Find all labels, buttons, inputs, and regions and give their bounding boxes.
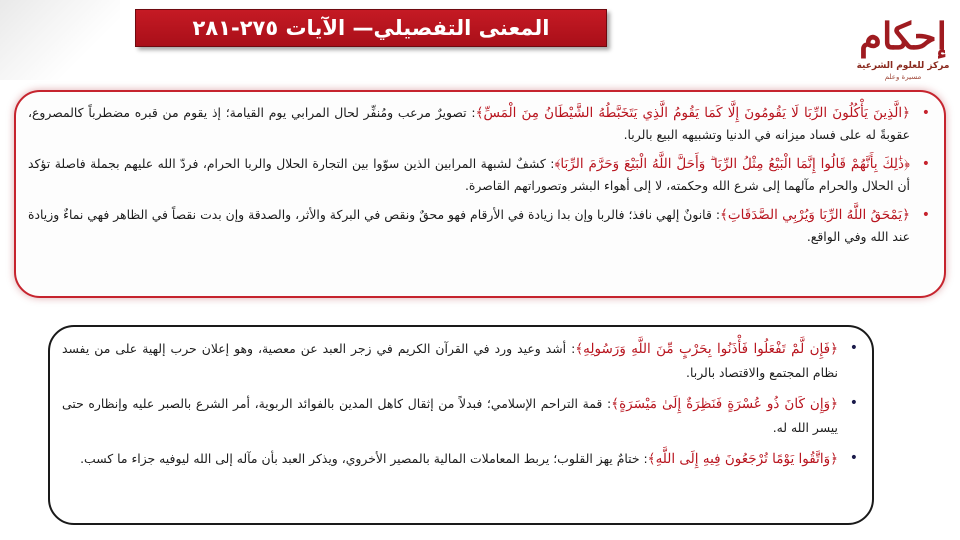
verse-explanation: : أشد وعيد ورد في القرآن الكريم في زجر العبد عن معصية، وهو إعلان حرب إلهية على من يفسد نظام المجتمع والاقتصاد بالربا. [62, 341, 838, 380]
verse-explanation: : قانونٌ إلهي نافذ؛ فالربا وإن بدا زيادة في الأرقام فهو محقٌ ونقص في البركة والأثر، والصدقة وإن بدت نقصاً في الظاهر فهي نماءٌ وزيادة عند الله وفي الواقع. [28, 207, 910, 244]
verse-explanation: : قمة التراحم الإسلامي؛ فبدلاً من إثقال كاهل المدين بالفوائد الربوية، أمر الشرع بالصبر عليه وإنظاره حتى ييسر الله له. [62, 396, 838, 435]
bullet-icon: • [921, 156, 930, 172]
verse-explanation: : ختامٌ يهز القلوب؛ يربط المعاملات المالية بالمصير الأخروي، ويذكر العبد بأن مآله إلى الله ليوفيه جزاء ما كسب. [80, 451, 648, 466]
page-title: المعنى التفصيلي— الآيات ٢٧٥-٢٨١ [135, 9, 607, 47]
logo-subtitle: مركز للعلوم الشرعية [856, 61, 950, 71]
verse-item [62, 447, 858, 471]
verse-list-two [62, 337, 858, 471]
tafsir-box-two [48, 325, 874, 525]
logo-tagline: مسيرة وعلم [884, 73, 922, 81]
quran-verse: ﴿الَّذِينَ يَأْكُلُونَ الرِّبَا لَا يَقُومُونَ إِلَّا كَمَا يَقُومُ الَّذِي يَتَخَبَّطُهُ الشَّيْطَانُ مِنَ الْمَسِّ﴾ [475, 105, 911, 121]
bullet-icon: • [921, 105, 930, 121]
bullet-icon: • [849, 395, 858, 411]
quran-verse: ﴿ذَٰلِكَ بِأَنَّهُمْ قَالُوا إِنَّمَا الْبَيْعُ مِثْلُ الرِّبَا ۗ وَأَحَلَّ اللَّهُ الْبَيْعَ وَحَرَّمَ الرِّبَا﴾ [554, 156, 910, 172]
quran-verse: ﴿يَمْحَقُ اللَّهُ الرِّبَا وَيُرْبِي الصَّدَقَاتِ﴾ [720, 207, 910, 223]
verse-item [62, 392, 858, 439]
verse-item [62, 337, 858, 384]
logo [850, 6, 956, 96]
verse-list-one [28, 102, 930, 248]
verse-item [28, 102, 930, 146]
quran-verse: ﴿وَإِن كَانَ ذُو عُسْرَةٍ فَنَظِرَةٌ إِلَىٰ مَيْسَرَةٍ﴾ [611, 396, 838, 412]
verse-explanation: : كشفٌ لشبهة المرابين الذين سوّوا بين التجارة الحلال والربا الحرام، فردّ الله عليهم بجملة فاصلة تؤكد أن الحلال والحرام مآلهما إلى شرع الله وحكمته، لا إلى أهواء البشر وتصوراتهم القاصرة. [28, 156, 910, 193]
logo-mark: إحكام [859, 14, 947, 58]
bullet-icon: • [849, 340, 858, 356]
bullet-icon: • [921, 207, 930, 223]
corner-decoration [0, 0, 120, 80]
bullet-icon: • [849, 450, 858, 466]
tafsir-box-one [14, 90, 946, 298]
verse-item [28, 153, 930, 197]
quran-verse: ﴿وَاتَّقُوا يَوْمًا تُرْجَعُونَ فِيهِ إِلَى اللَّهِ﴾ [647, 451, 838, 467]
verse-explanation: : تصويرٌ مرعب ومُنفِّر لحال المرابي يوم القيامة؛ إذ يقوم من قبره مضطرباً كالمصروع، عقوبةً له على فساد ميزانه في الدنيا وتشبيهه البيع بالربا. [28, 105, 910, 142]
quran-verse: ﴿فَإِن لَّمْ تَفْعَلُوا فَأْذَنُوا بِحَرْبٍ مِّنَ اللَّهِ وَرَسُولِهِ﴾ [575, 341, 838, 357]
verse-item [28, 204, 930, 248]
